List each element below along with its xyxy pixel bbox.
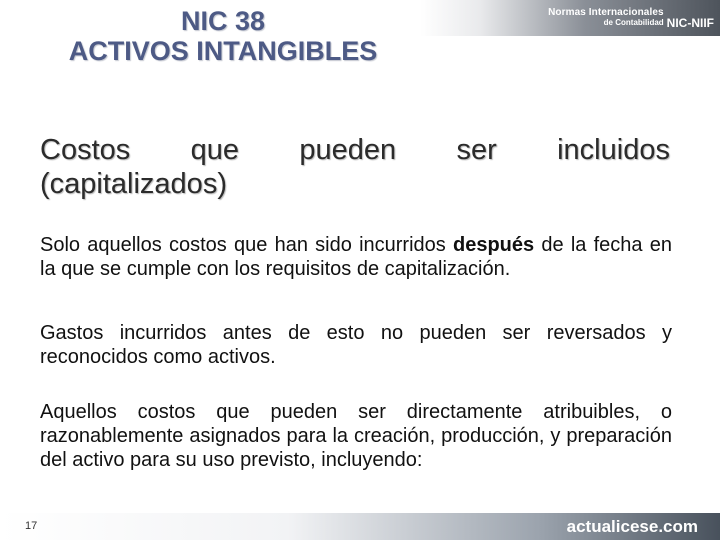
paragraph-1-text-b: de la fecha en la que se cumple con los requisitos de capitalización. — [40, 234, 672, 280]
nic-niif-logo — [548, 4, 714, 32]
brand-logo: actualicese.com — [566, 517, 698, 536]
subtitle-word: Costos — [40, 134, 131, 166]
paragraph-3: Aquellos costos que pueden ser directamente atribuibles, o razonablemente asignados para la creación, producción, y preparación del activo para su uso previsto, incluyendo: — [40, 401, 672, 471]
title-line-2: ACTIVOS INTANGIBLES — [68, 36, 378, 66]
subtitle-line-1 — [40, 133, 670, 167]
paragraph-1-text-a: Solo aquellos costos que han sido incurridos — [40, 234, 453, 256]
header-band — [420, 0, 720, 36]
paragraph-1-emphasis: después — [452, 234, 535, 256]
nic-logo-line1: Normas Internacionales — [548, 7, 664, 18]
title-line-1: NIC 38 — [180, 6, 266, 36]
nic-logo-line2: de Contabilidad — [603, 18, 664, 27]
paragraph-2: Gastos incurridos antes de esto no pueden ser reversados y reconocidos como activos. — [40, 322, 672, 368]
nic-logo-text — [548, 8, 664, 28]
subtitle-word: pueden — [299, 134, 397, 166]
paragraph-1 — [40, 233, 672, 281]
subtitle-line-2: (capitalizados) — [40, 168, 227, 200]
subtitle-word: ser — [456, 134, 497, 166]
nic-logo-code: NIC-NIIF — [666, 16, 714, 30]
subtitle-word: que — [190, 134, 239, 166]
section-subtitle — [40, 133, 670, 201]
subtitle-word: incluidos — [557, 134, 670, 166]
slide-title — [0, 6, 446, 66]
page-number: 17 — [25, 520, 38, 532]
footer-bar — [0, 513, 720, 540]
